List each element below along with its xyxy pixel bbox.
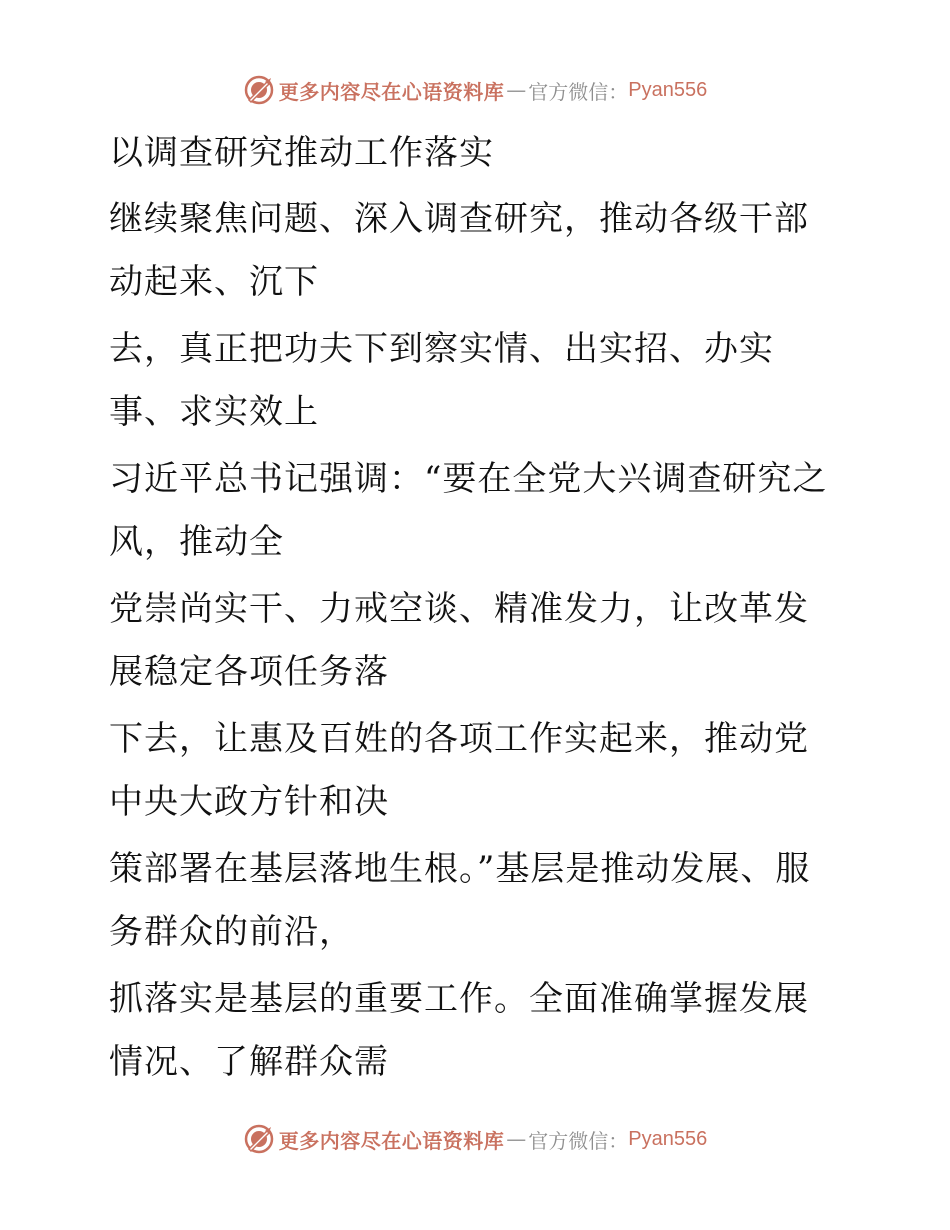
wechat-label: 官方微信： [528,79,629,104]
pen-logo-icon [243,1123,275,1155]
paragraph-line: 习近平总书记强调：“要在全党大兴调查研究之风，推动全 [109,459,828,562]
pen-logo-icon [243,74,275,106]
paragraph-line: 下去，让惠及百姓的各项工作实起来，推动党中央大政方针和决 [109,719,809,822]
wechat-id: Pyan556 [628,78,708,101]
document-body [97,122,837,1098]
paragraph-line: 策部署在基层落地生根。”基层是推动发展、服务群众的前沿， [109,849,811,952]
promo-text: 更多内容尽在心语资料库 [278,79,505,104]
header-banner [0,70,950,110]
paragraph-line: 抓落实是基层的重要工作。全面准确掌握发展情况、了解群众需 [109,979,809,1082]
paragraph-line: 继续聚焦问题、深入调查研究，推动各级干部动起来、沉下 [109,199,809,302]
banner-separator: — [506,78,527,102]
banner-separator: — [506,1127,527,1151]
paragraph-line: 党崇尚实干、力戒空谈、精准发力，让改革发展稳定各项任务落 [109,589,809,692]
promo-text: 更多内容尽在心语资料库 [278,1128,505,1153]
wechat-label: 官方微信： [528,1128,629,1153]
wechat-id: Pyan556 [628,1127,708,1150]
document-heading: 以调查研究推动工作落实 [109,133,494,173]
paragraph-line: 去，真正把功夫下到察实情、出实招、办实事、求实效上 [109,329,774,432]
footer-banner [0,1119,950,1159]
